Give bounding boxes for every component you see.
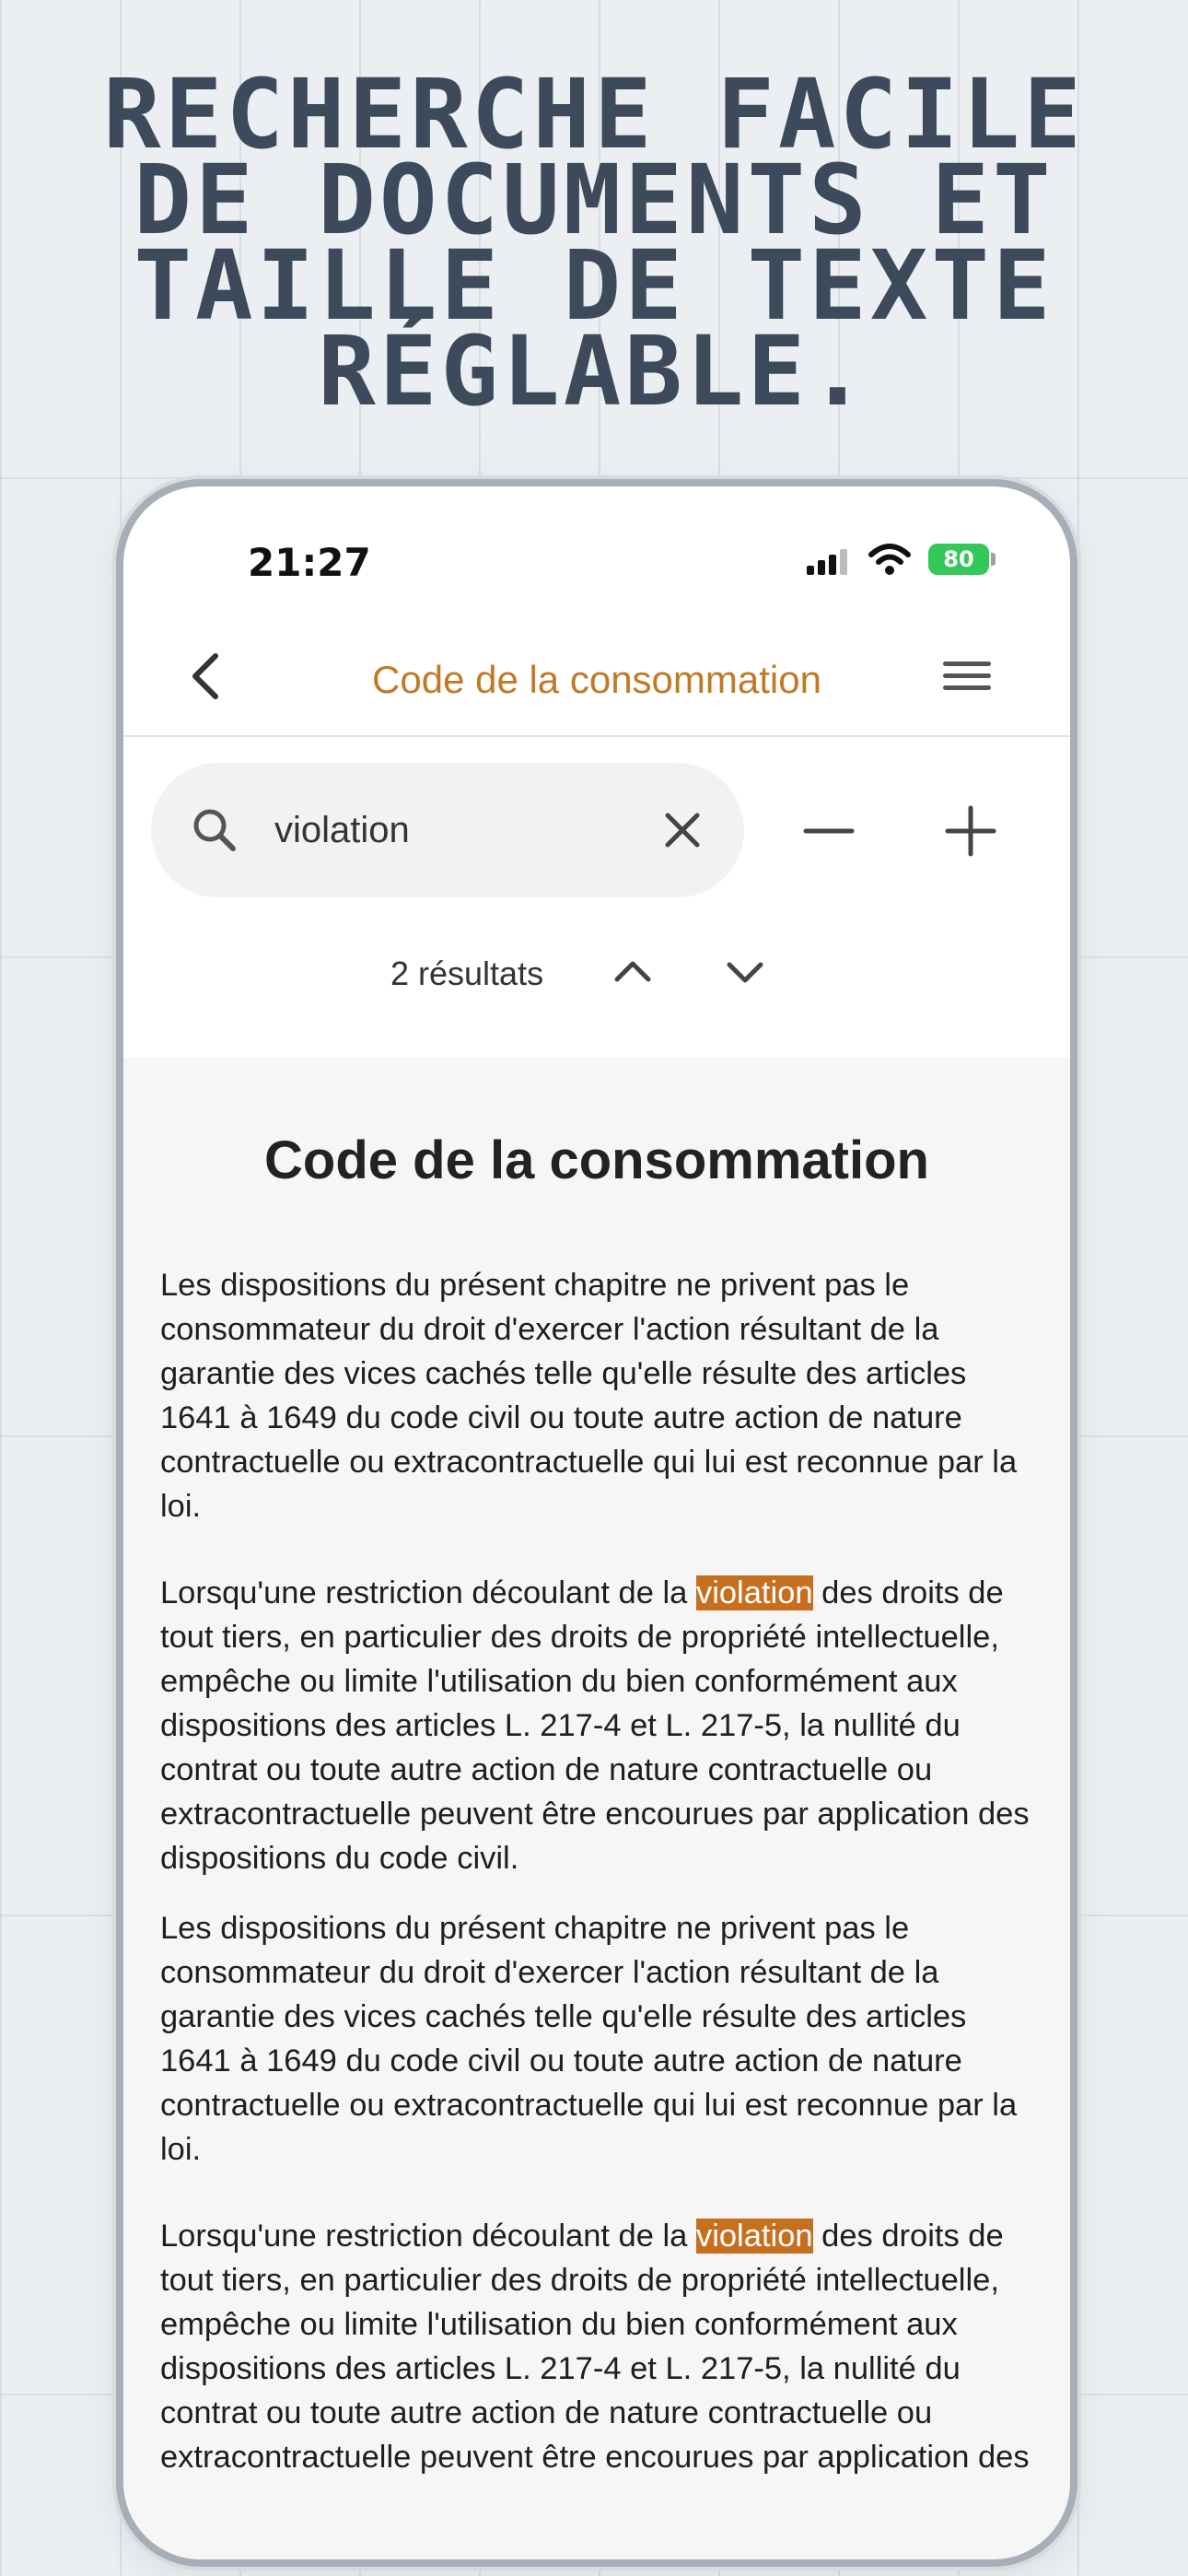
document-content [123,1058,1070,2567]
paragraph-2 [160,1571,1033,1880]
search-bar[interactable] [151,763,744,897]
wifi-icon [868,542,912,577]
minus-icon[interactable] [801,803,856,859]
status-bar [123,486,1070,597]
nav-title: Code de la consommation [372,658,821,701]
phone-frame [116,479,1077,2567]
paragraph-2-before: Lorsqu'une restriction découlant de la [160,1575,696,1610]
paragraph-3: Les dispositions du présent chapitre ne privent pas le consommateur du droit d'exercer l'action résultant de la garantie des vices cachés telle qu'elle résulte des articles 1641 à 1649 du code civil ou toute autre action de nature contractuelle ou extracontractuelle qui lui est reconnue par la loi. [160,1911,1018,2167]
search-input[interactable] [274,805,643,855]
search-highlight: violation [695,1575,813,1610]
menu-icon[interactable] [943,662,991,698]
battery-tip [991,553,996,566]
status-time: 21:27 [248,540,371,585]
search-icon [190,805,239,855]
search-highlight: violation [695,2219,813,2254]
headline-line-3: TAILLE DE TEXTE [134,229,1054,342]
marketing-headline [0,58,1188,427]
paragraph-1: Les dispositions du présent chapitre ne privent pas le consommateur du droit d'exercer l'action résultant de la garantie des vices cachés telle qu'elle résulte des articles 1641 à 1649 du code civil ou toute autre action de nature contractuelle ou extracontractuelle qui lui est reconnue par la loi. [160,1268,1018,1524]
close-icon[interactable] [659,807,705,853]
paragraph-4 [160,2214,1033,2479]
document-title: Code de la consommation [264,1130,929,1190]
paragraph-2-after: des droits de tout tiers, en particulier des droits de propriété intellectuelle, empêche ou limite l'utilisation du bien conformément aux dispositions des articles L. 217-4 et L. 217-5, la nullité du contrat ou toute autre action de nature contractuelle ou extracontractuelle peuvent être encourues par application des dispositions du code civil. [160,1575,1030,1876]
results-count: 2 résultats [390,954,544,992]
chevron-down-icon[interactable] [722,949,768,995]
battery-icon: 80 [928,544,989,575]
paragraph-4-before: Lorsqu'une restriction découlant de la [160,2219,696,2254]
plus-icon[interactable] [943,803,998,859]
signal-icon [807,547,853,575]
headline-line-1: RECHERCHE FACILE [103,58,1085,170]
chevron-up-icon[interactable] [610,949,656,995]
headline-line-2: DE DOCUMENTS ET [134,144,1054,256]
nav-bar [123,597,1070,737]
paragraph-4-after: des droits de tout tiers, en particulier des droits de propriété intellectuelle, empêche ou limite l'utilisation du bien conformément aux dispositions des articles L. 217-4 et L. 217-5, la nullité du contrat ou toute autre action de nature contractuelle ou extracontractuelle peuvent être encourues par application des [160,2219,1030,2475]
headline-line-4: RÉGLABLE. [318,315,870,427]
